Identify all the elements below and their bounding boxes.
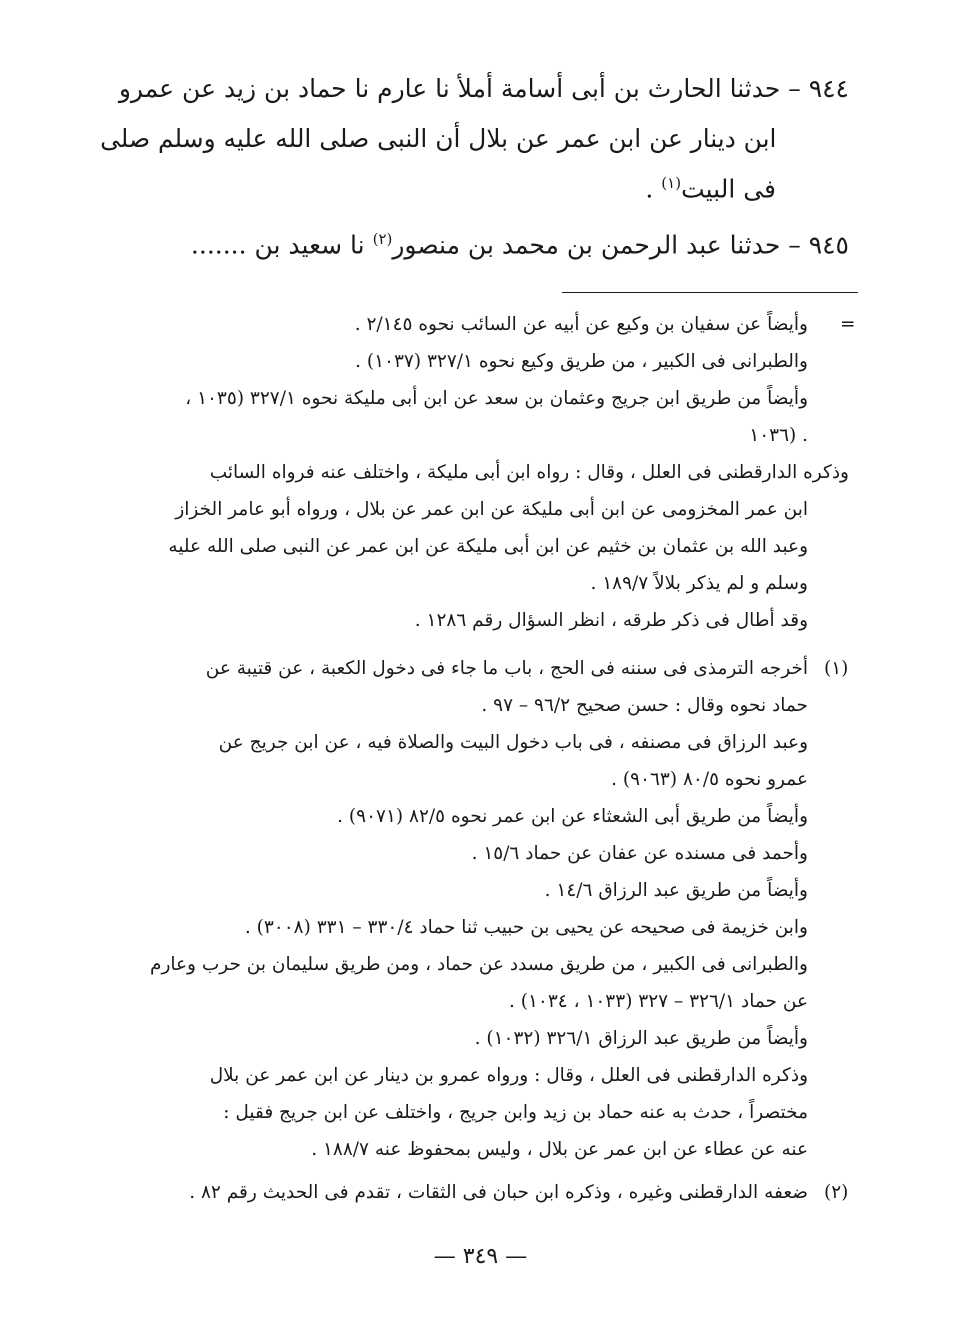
continuation-marker: = xyxy=(840,314,856,335)
footnote-line: والطبرانى فى الكبير ، من طريق وكيع نحوه ٣٢٧/١ (١٠٣٧) . xyxy=(355,351,808,372)
hadith-945-line xyxy=(191,222,849,262)
footnote-1-line: مختصراً ، حدث به عنه حماد بن زيد وابن جريج ، واختلف عن ابن جريج فقيل : xyxy=(223,1102,808,1123)
footnote-1-line: وأيضاً من طريق عبد الرزاق ١٤/٦ . xyxy=(544,880,808,901)
footnote-1-line: وأحمد فى مسنده عن عفان عن حماد ١٥/٦ . xyxy=(471,843,808,864)
footnote-2-marker: (٢) xyxy=(824,1182,849,1203)
hadith-945-text: ٩٤٥ – حدثنا عبد الرحمن بن محمد بن منصور xyxy=(392,230,849,260)
hadith-945-tail: نا سعيد بن ....... xyxy=(190,230,373,260)
footnote-2-line: ضعفه الدارقطنى وغيره ، وذكره ابن حبان فى الثقات ، تقدم فى الحديث رقم ٨٢ . xyxy=(189,1182,808,1203)
footnote-1-line: عمرو نحوه ٨٠/٥ (٩٠٦٣) . xyxy=(611,769,808,790)
footnote-line: وسلم و لم يذكر بلالاً ١٨٩/٧ . xyxy=(590,573,808,594)
footnote-1-line: وابن خزيمة فى صحيحه عن يحيى بن حبيب ثنا حماد ٣٣٠/٤ – ٣٣١ (٣٠٠٨) . xyxy=(244,917,808,938)
footnote-line: وأيضاً من طريق ابن جريج وعثمان بن سعد عن ابن أبى مليكة نحوه ٣٢٧/١ (١٠٣٥ ، xyxy=(185,388,808,409)
footnote-line: ابن عمر المخزومى عن ابن أبى مليكة عن ابن عمر عن بلال ، ورواه أبو عامر الخزاز xyxy=(175,499,808,520)
footnote-1-line: عنه عن عطاء عن ابن عمر عن بلال ، وليس بمحفوظ عنه ١٨٨/٧ . xyxy=(311,1139,808,1160)
footnote-1-line: وأيضاً من طريق عبد الرزاق ٣٢٦/١ (١٠٣٢) . xyxy=(474,1028,808,1049)
footnote-1-line: وأيضاً من طريق أبى الشعثاء عن ابن عمر نحوه ٨٢/٥ (٩٠٧١) . xyxy=(337,806,808,827)
footnote-1-line: عن حماد ٣٢٦/١ – ٣٢٧ (١٠٣٣ ، ١٠٣٤) . xyxy=(508,991,808,1012)
footnote-1-line: أخرجه الترمذى فى سننه فى الحج ، باب ما جاء فى دخول الكعبة ، عن قتيبة عن xyxy=(205,658,808,679)
footnote-line: ١٠٣٦) . xyxy=(749,425,808,446)
footnote-line: وقد أطال فى ذكر طرقه ، انظر السؤال رقم ١٢٨٦ . xyxy=(414,610,808,631)
footnote-line: وعبد الله بن عثمان بن خثيم عن ابن أبى مليكة عن ابن عمر عن النبى صلى الله عليه xyxy=(168,536,808,557)
hadith-944-line-3-text: فى البيت xyxy=(681,174,776,204)
footnote-1-marker: (١) xyxy=(824,658,849,679)
footnote-line: وذكره الدارقطنى فى العلل ، وقال : رواه ابن أبى مليكة ، واختلف عنه فرواه السائب xyxy=(209,462,849,483)
footnote-1-line: وعبد الرزاق فى مصنفه ، فى باب دخول البيت والصلاة فيه ، عن ابن جريج عن xyxy=(218,732,808,753)
hadith-944-line-3 xyxy=(645,166,776,206)
footnote-1-line: حماد نحوه وقال : حسن صحيح ٩٦/٢ – ٩٧ . xyxy=(481,695,808,716)
footnote-ref-2: (٢) xyxy=(372,230,393,248)
page-number: — ٣٤٩ — xyxy=(433,1244,528,1269)
footnote-1-line: وذكره الدارقطنى فى العلل ، وقال : ورواه عمرو بن دينار عن ابن عمر عن بلال xyxy=(209,1065,808,1086)
hadith-944-line-1: ٩٤٤ – حدثنا الحارث بن أبى أسامة أملأ نا عارم نا حماد بن زيد عن عمرو xyxy=(118,74,849,103)
footnote-1-line: والطبرانى فى الكبير ، من طريق مسدد عن حماد ، ومن طريق سليمان بن حرب وعارم xyxy=(149,954,808,975)
hadith-944-line-2: ابن دينار عن ابن عمر عن بلال أن النبى صلى الله عليه وسلم صلى xyxy=(99,124,776,153)
footnote-ref-1: (١) xyxy=(661,174,682,192)
footnote-separator xyxy=(562,292,858,293)
footnote-line: وأيضاً عن سفيان بن وكيع عن أبيه عن السائب نحوه ٢/١٤٥ . xyxy=(354,314,808,335)
hadith-944-line-3-end: . xyxy=(645,174,662,204)
